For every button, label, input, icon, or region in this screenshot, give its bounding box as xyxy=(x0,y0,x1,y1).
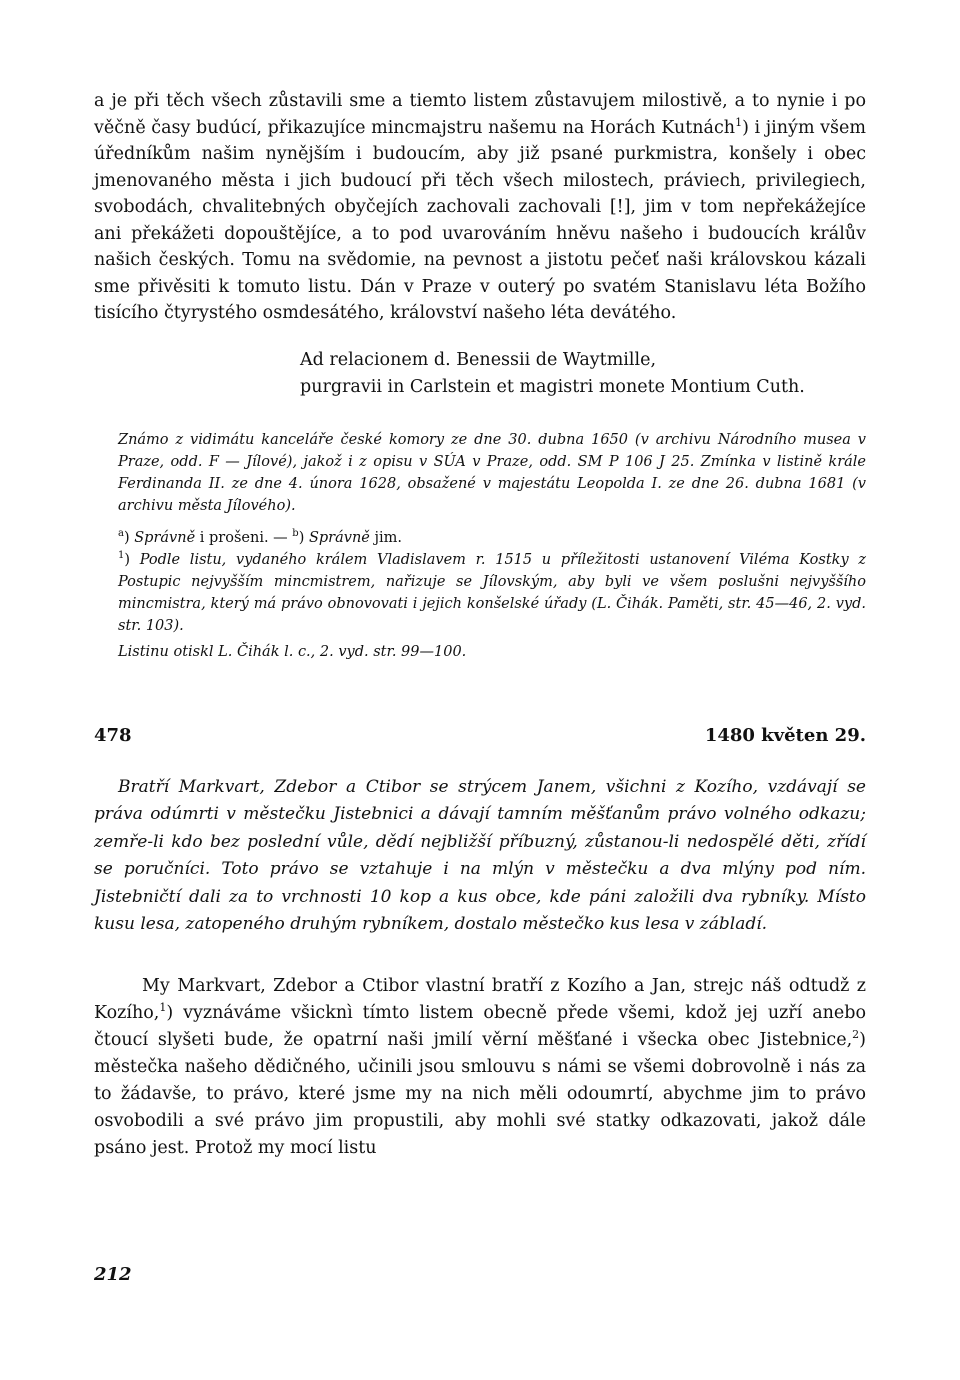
footnote-b-italic: Správně xyxy=(308,529,370,546)
signature-line-2: purgravii in Carlstein et magistri monete Montium Cuth. xyxy=(300,376,805,397)
document-body-part-2: ) vyznáváme všicknì tímto listem obecně přede všemi, kdož jej uzří anebo čtoucí slyšeti bude, že opatrní naši jmilí věrní měšťané i všecka obec Jistebnice, xyxy=(94,1002,866,1050)
footnote-b-mark: b xyxy=(292,527,299,539)
reprint-note: Listinu otiskl L. Čihák l. c., 2. vyd. str. 99—100. xyxy=(118,643,467,660)
main-text-rest: ) i jiným všem úředníkům našim nynějším i budoucím, aby již psané purkmistra, konšely i obec jmenovaného města i jich budoucí při těch všech milostech, práviech, privilegiech, svobodách, chvalitebných obyčejích zachovali zachovali [!], jim v tom nepřekážejíce ani překážeti dopouštějíce, a to pod uvarováním hněvu našeho i budoucích králův našich českých. Tomu na svědomie, na pevnost a jistotu pečeť naši královskou kázali sme přivěsiti k tomuto listu. Dán v Praze v outerý po svatém Stanislavu léta Božího tisícího čtyrystého osmdesátého, království našeho léta devátého. xyxy=(94,117,866,323)
footnote-1-mark: 1 xyxy=(118,549,125,561)
footnote-1-text: Podle listu, vydaného králem Vladislavem r. 1515 u příležitosti ustanovení Viléma Kostky z Postupic nejvyšším mincmistrem, nařizuje se Jílovským, aby byli ve všem poslušni nejvyššího mincmistra, který má právo obnovovati i jejich konšelské úřady (L. Čihák. Paměti, str. 45—46, 2. vyd. str. 103). xyxy=(118,551,866,634)
main-paragraph xyxy=(94,88,866,327)
footnote-b-text: jim. xyxy=(369,529,402,546)
source-note: Známo z vidimátu kanceláře české komory ze dne 30. dubna 1650 (v archivu Národního musea v Praze, odd. F — Jílové), jakož i z opisu v SÚA v Praze, odd. SM P 106 J 25. Zmínka v listině krále Ferdinanda II. ze dne 4. února 1628, obsažené v majestátu Leopolda I. ze dne 26. dubna 1681 (v archivu města Jílového). xyxy=(118,431,866,514)
footnote-1: $^1$) Podle listu, vydaného králem Vladislavem r. 1515 u příležitosti ustanovení Viléma Kostky z Postupic nejvyšším mincmistrem, nařizuje se Jílovským, aby byli ve všem poslušni nejvyššího mincmistra, který má právo obnovovati i jejich konšelské úřady (L. Čihák. Paměti, str. 45—46, 2. vyd. str. 103). xyxy=(118,549,866,634)
document-footnote-ref-1: 1 xyxy=(159,1000,167,1014)
document-body-part-3: ) městečka našeho dědičného, učinili jsou smlouvu s námi se všemi dobrovolně i nás za to žádavše, to právo, které jsme my na nich měli odoumrtí, abychme jim to právo osvobodili a své právo jim propustili, aby mohli své statky odkazovati, jakož dále psáno jest. Protož my mocí listu xyxy=(94,1029,866,1158)
document-footnote-ref-2: 2 xyxy=(852,1027,860,1041)
footnote-ref-1: 1 xyxy=(735,115,743,129)
footnote-a-mark: a xyxy=(118,527,124,539)
document-page xyxy=(94,88,866,1179)
document-body xyxy=(94,973,866,1162)
document-number: 478 xyxy=(94,724,132,746)
footnote-a-italic: Správně xyxy=(134,529,196,546)
document-summary: Bratří Markvart, Zdebor a Ctibor se strýcem Janem, všichni z Kozího, vzdávají se práva odúmrti v městečku Jistebnici a dávají tamním měšťanům právo volného odkazu; zemře-li kdo bez poslední vůle, dědí nejbližší příbuzný, zůstanou-li nedospělé děti, zřídí se poručníci. Toto právo se vztahuje i na mlýn v městečku a dva mlýny pod ním. Jistebničtí dali za to vrchnosti 10 kop a kus obce, kde páni založili dva rybníky. Místo kusu lesa, zatopeného druhým rybníkem, dostalo městečko kus lesa v zábladí. xyxy=(94,776,866,934)
signature-block xyxy=(300,347,866,401)
footnote-a-text: i prošeni. — xyxy=(195,529,293,546)
signature-line-1: Ad relacionem d. Benessii de Waytmille, xyxy=(300,349,657,370)
document-date: 1480 květen 29. xyxy=(704,724,866,746)
footnote-ab: $^a$) Správně i prošeni. — $^b$) Správně jim. xyxy=(118,527,402,546)
page-number: 212 xyxy=(94,1264,132,1285)
editorial-note xyxy=(94,429,866,517)
document-body-part-1: My Markvart, Zdebor a Ctibor vlastní bratří z Kozího a Jan, strejc náš odtudž z Kozího, xyxy=(94,975,866,1023)
document-header xyxy=(94,725,866,746)
footnotes xyxy=(94,527,866,663)
main-text-start: a je při těch všech zůstavili sme a tiemto listem zůstavujem milostivě, a to nynie i po věčně časy budúcí, přikazujíce mincmajstru našemu na Horách Kutnách xyxy=(94,91,866,138)
